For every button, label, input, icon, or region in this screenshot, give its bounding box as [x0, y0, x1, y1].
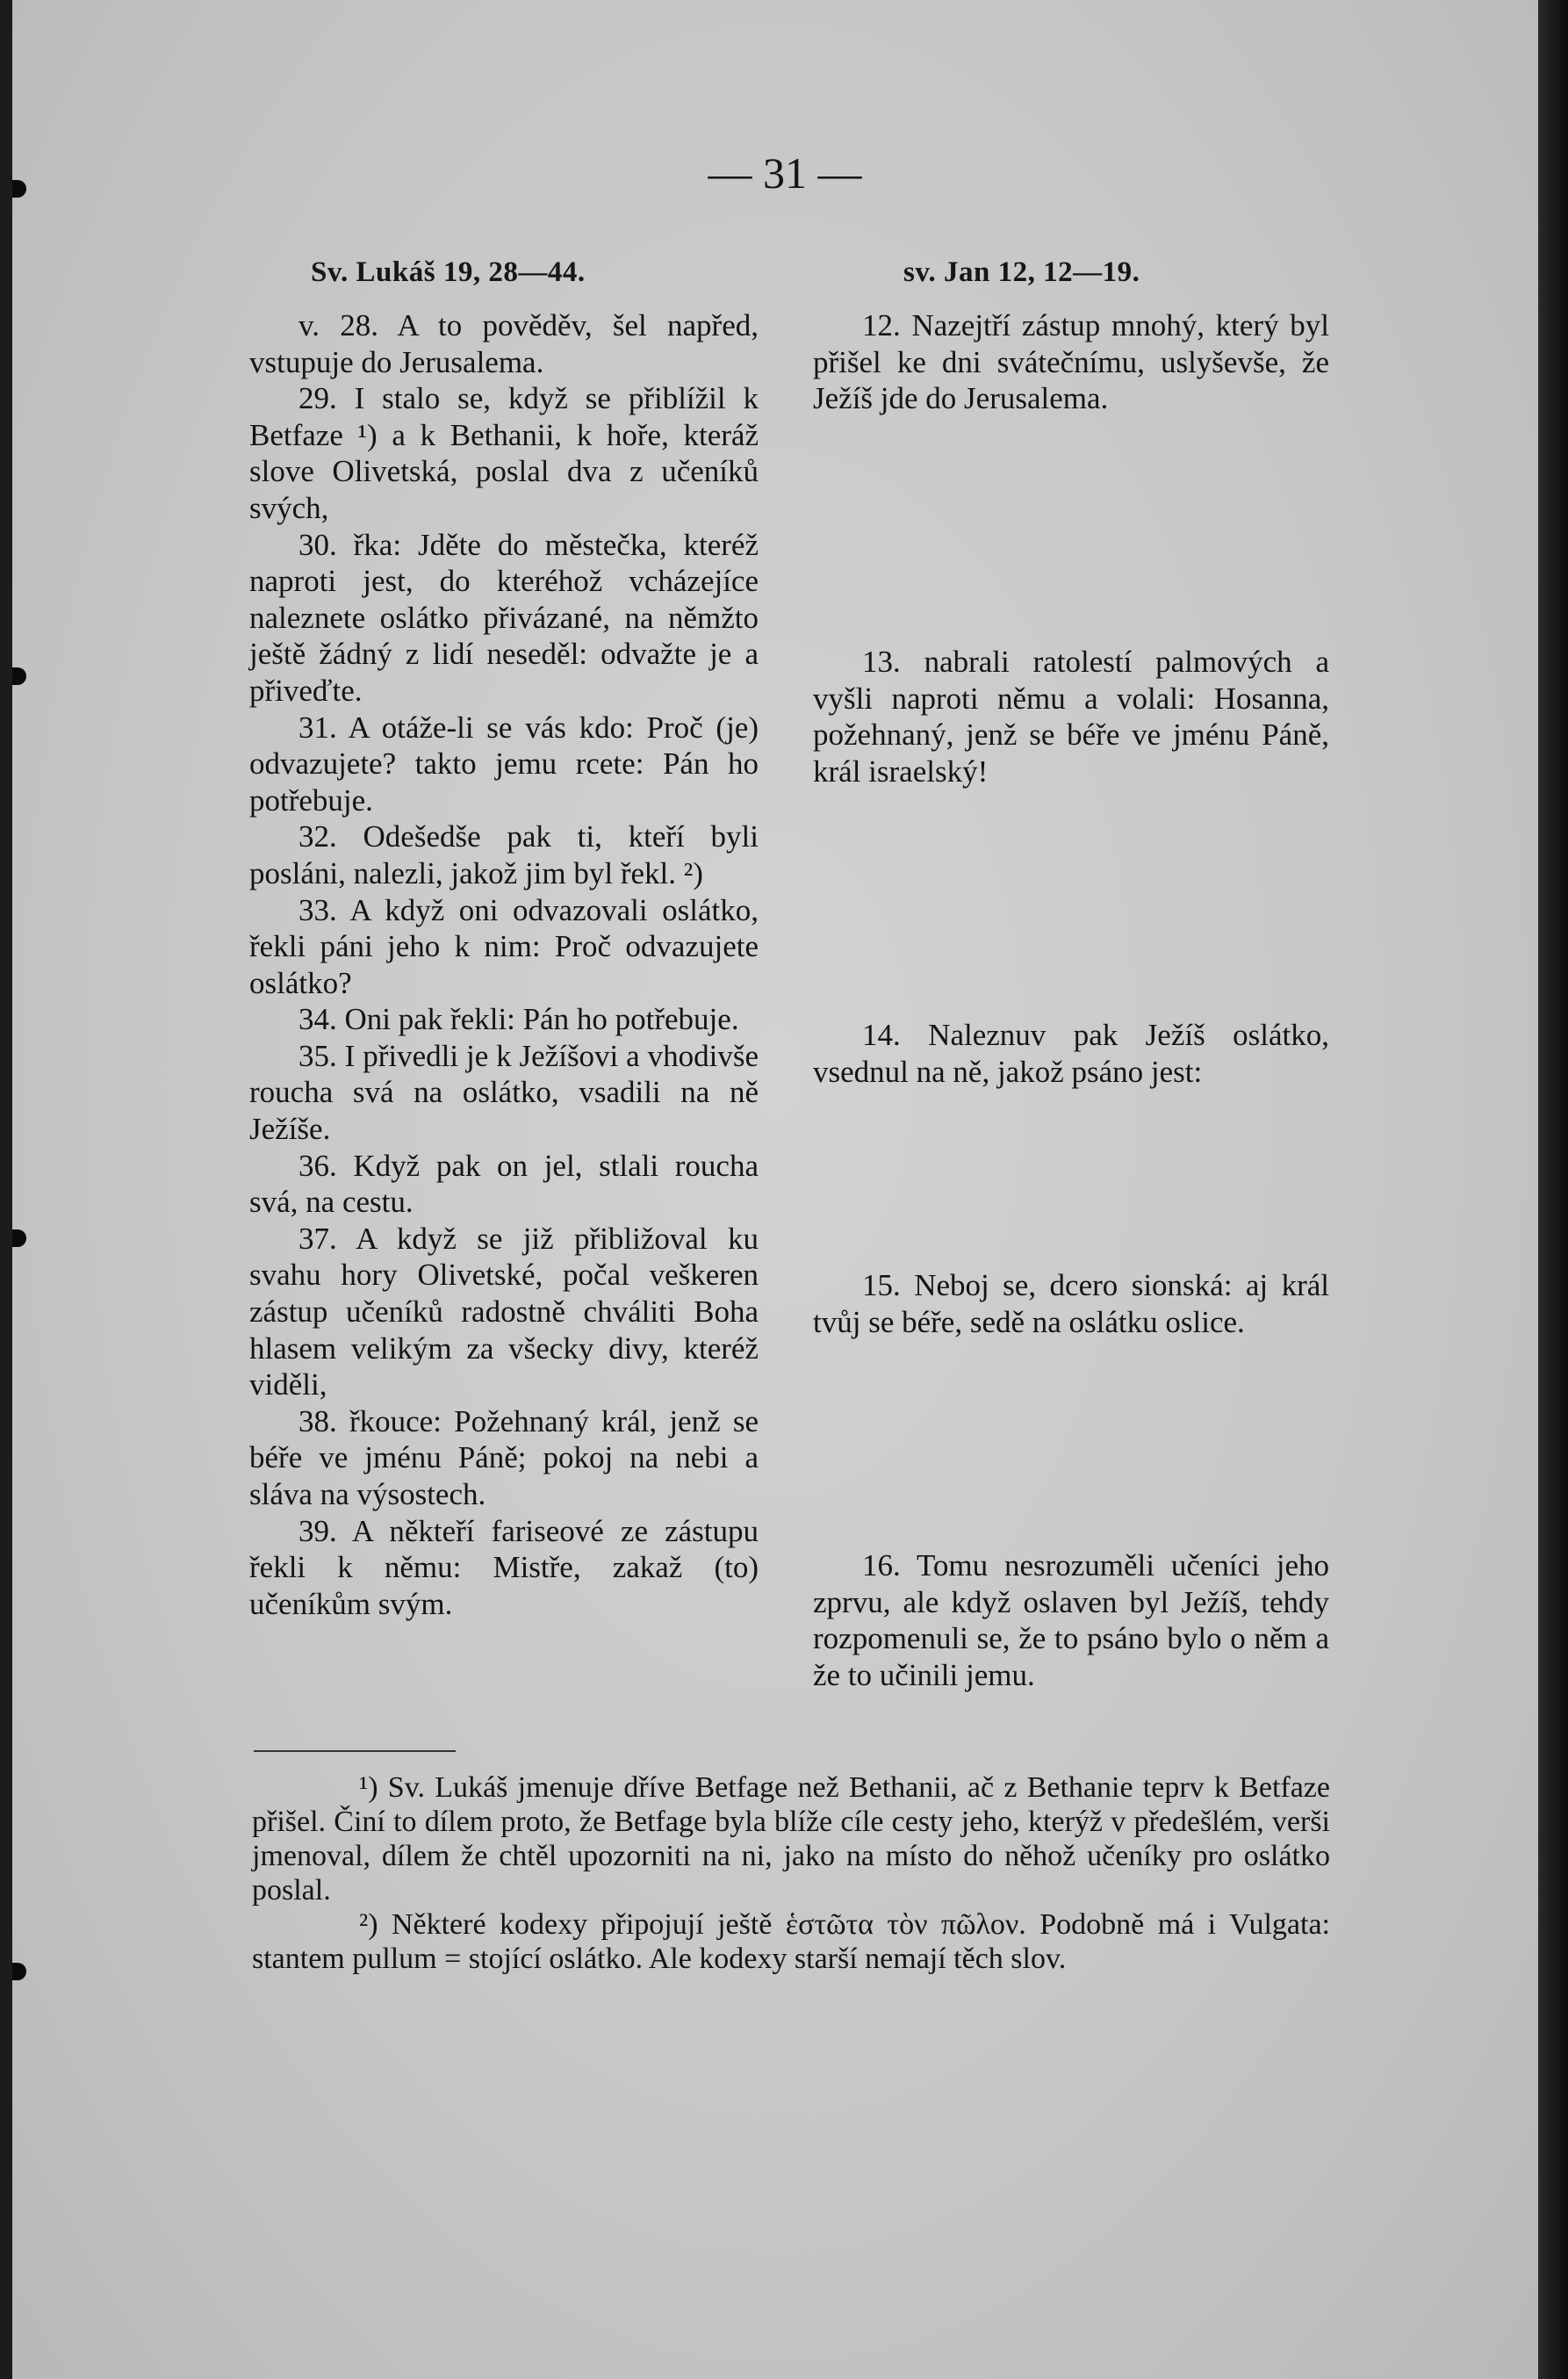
binding-mark: [12, 1229, 26, 1247]
verse-luke-30: 30. řka: Jděte do městečka, kteréž naproti jest, do kteréhož vcházejíce naleznete oslátko přivázané, na němžto ještě žádný z lidí neseděl: odvažte je a přiveďte.: [249, 527, 759, 708]
verse-luke-31: 31. A otáže-li se vás kdo: Proč (je) odvazujete? takto jemu rcete: Pán ho potřebuje.: [249, 710, 759, 818]
scan-edge: [1538, 0, 1568, 2379]
binding-mark: [12, 180, 26, 198]
verse-luke-39: 39. A někteří fariseové ze zástupu řekli k němu: Mistře, zakaž (to) učeníkům svým.: [249, 1513, 759, 1621]
verse-luke-34: 34. Oni pak řekli: Pán ho potřebuje.: [298, 1002, 739, 1037]
verse-luke-28: v. 28. A to pověděv, šel napřed, vstupuje do Jerusalema.: [249, 308, 759, 379]
verse-john-16: 16. Tomu nesrozuměli učeníci jeho zprvu, ale když oslaven byl Ježíš, tehdy rozpomenuli se, že to psáno bylo o něm a že to učinili jemu.: [813, 1548, 1329, 1692]
footnote-divider: [254, 1750, 456, 1752]
left-column-luke: [249, 307, 759, 1622]
page-number: — 31 —: [708, 148, 862, 198]
footnote-2: ²) Některé kodexy připojují ještě ἑστῶτα τὸν πῶλον. Podobně má i Vulgata: stantem pullum = stojící oslátko. Ale kodexy starší nemají těch slov.: [252, 1908, 1330, 1975]
scanned-page: [12, 0, 1538, 2379]
right-column-heading: sv. Jan 12, 12—19.: [903, 256, 1140, 288]
binding-mark: [12, 1963, 26, 1980]
verse-luke-36: 36. Když pak on jel, stlali roucha svá, na cestu.: [249, 1148, 759, 1220]
left-column-heading: Sv. Lukáš 19, 28—44.: [311, 256, 586, 288]
verse-luke-37: 37. A když se již přibližoval ku svahu hory Olivetské, počal veškeren zástup učeníků radostně chváliti Boha hlasem velikým za všecky divy, kteréž viděli,: [249, 1221, 759, 1402]
verse-john-15: 15. Neboj se, dcero sionská: aj král tvůj se béře, sedě na oslátku oslice.: [813, 1268, 1329, 1339]
verse-john-14: 14. Naleznuv pak Ježíš oslátko, vsednul na ně, jakož psáno jest:: [813, 1018, 1329, 1089]
verse-luke-32: 32. Odešedše pak ti, kteří byli posláni, nalezli, jakož jim byl řekl. ²): [249, 819, 759, 890]
verse-luke-29: 29. I stalo se, když se přiblížil k Betfaze ¹) a k Bethanii, k hoře, kteráž slove Olivetská, poslal dva z učeníků svých,: [249, 381, 759, 525]
binding-mark: [12, 667, 26, 685]
verse-john-12: 12. Nazejtří zástup mnohý, který byl přišel ke dni svátečnímu, uslyševše, že Ježíš jde do Jerusalema.: [813, 308, 1329, 416]
verse-john-13: 13. nabrali ratolestí palmových a vyšli naproti němu a volali: Hosanna, požehnaný, jenž se béře ve jménu Páně, král israelský!: [813, 645, 1329, 789]
verse-luke-38: 38. řkouce: Požehnaný král, jenž se béře ve jménu Páně; pokoj na nebi a sláva na výsostech.: [249, 1403, 759, 1511]
verse-luke-35: 35. I přivedli je k Ježíšovi a vhodivše roucha svá na oslátko, vsadili na ně Ježíše.: [249, 1038, 759, 1147]
footnotes: [252, 1770, 1330, 1976]
verse-luke-33: 33. A když oni odvazovali oslátko, řekli páni jeho k nim: Proč odvazujete oslátko?: [249, 892, 759, 1000]
footnote-1: ¹) Sv. Lukáš jmenuje dříve Betfage než Bethanii, ač z Bethanie teprv k Betfaze přišel. Činí to dílem proto, že Betfage byla blíže cíle cesty jeho, kterýž v předešlém, verši jmenoval, dílem že chtěl upozorniti na ni, jako na místo do něhož učeníky pro oslátko poslal.: [252, 1771, 1330, 1907]
